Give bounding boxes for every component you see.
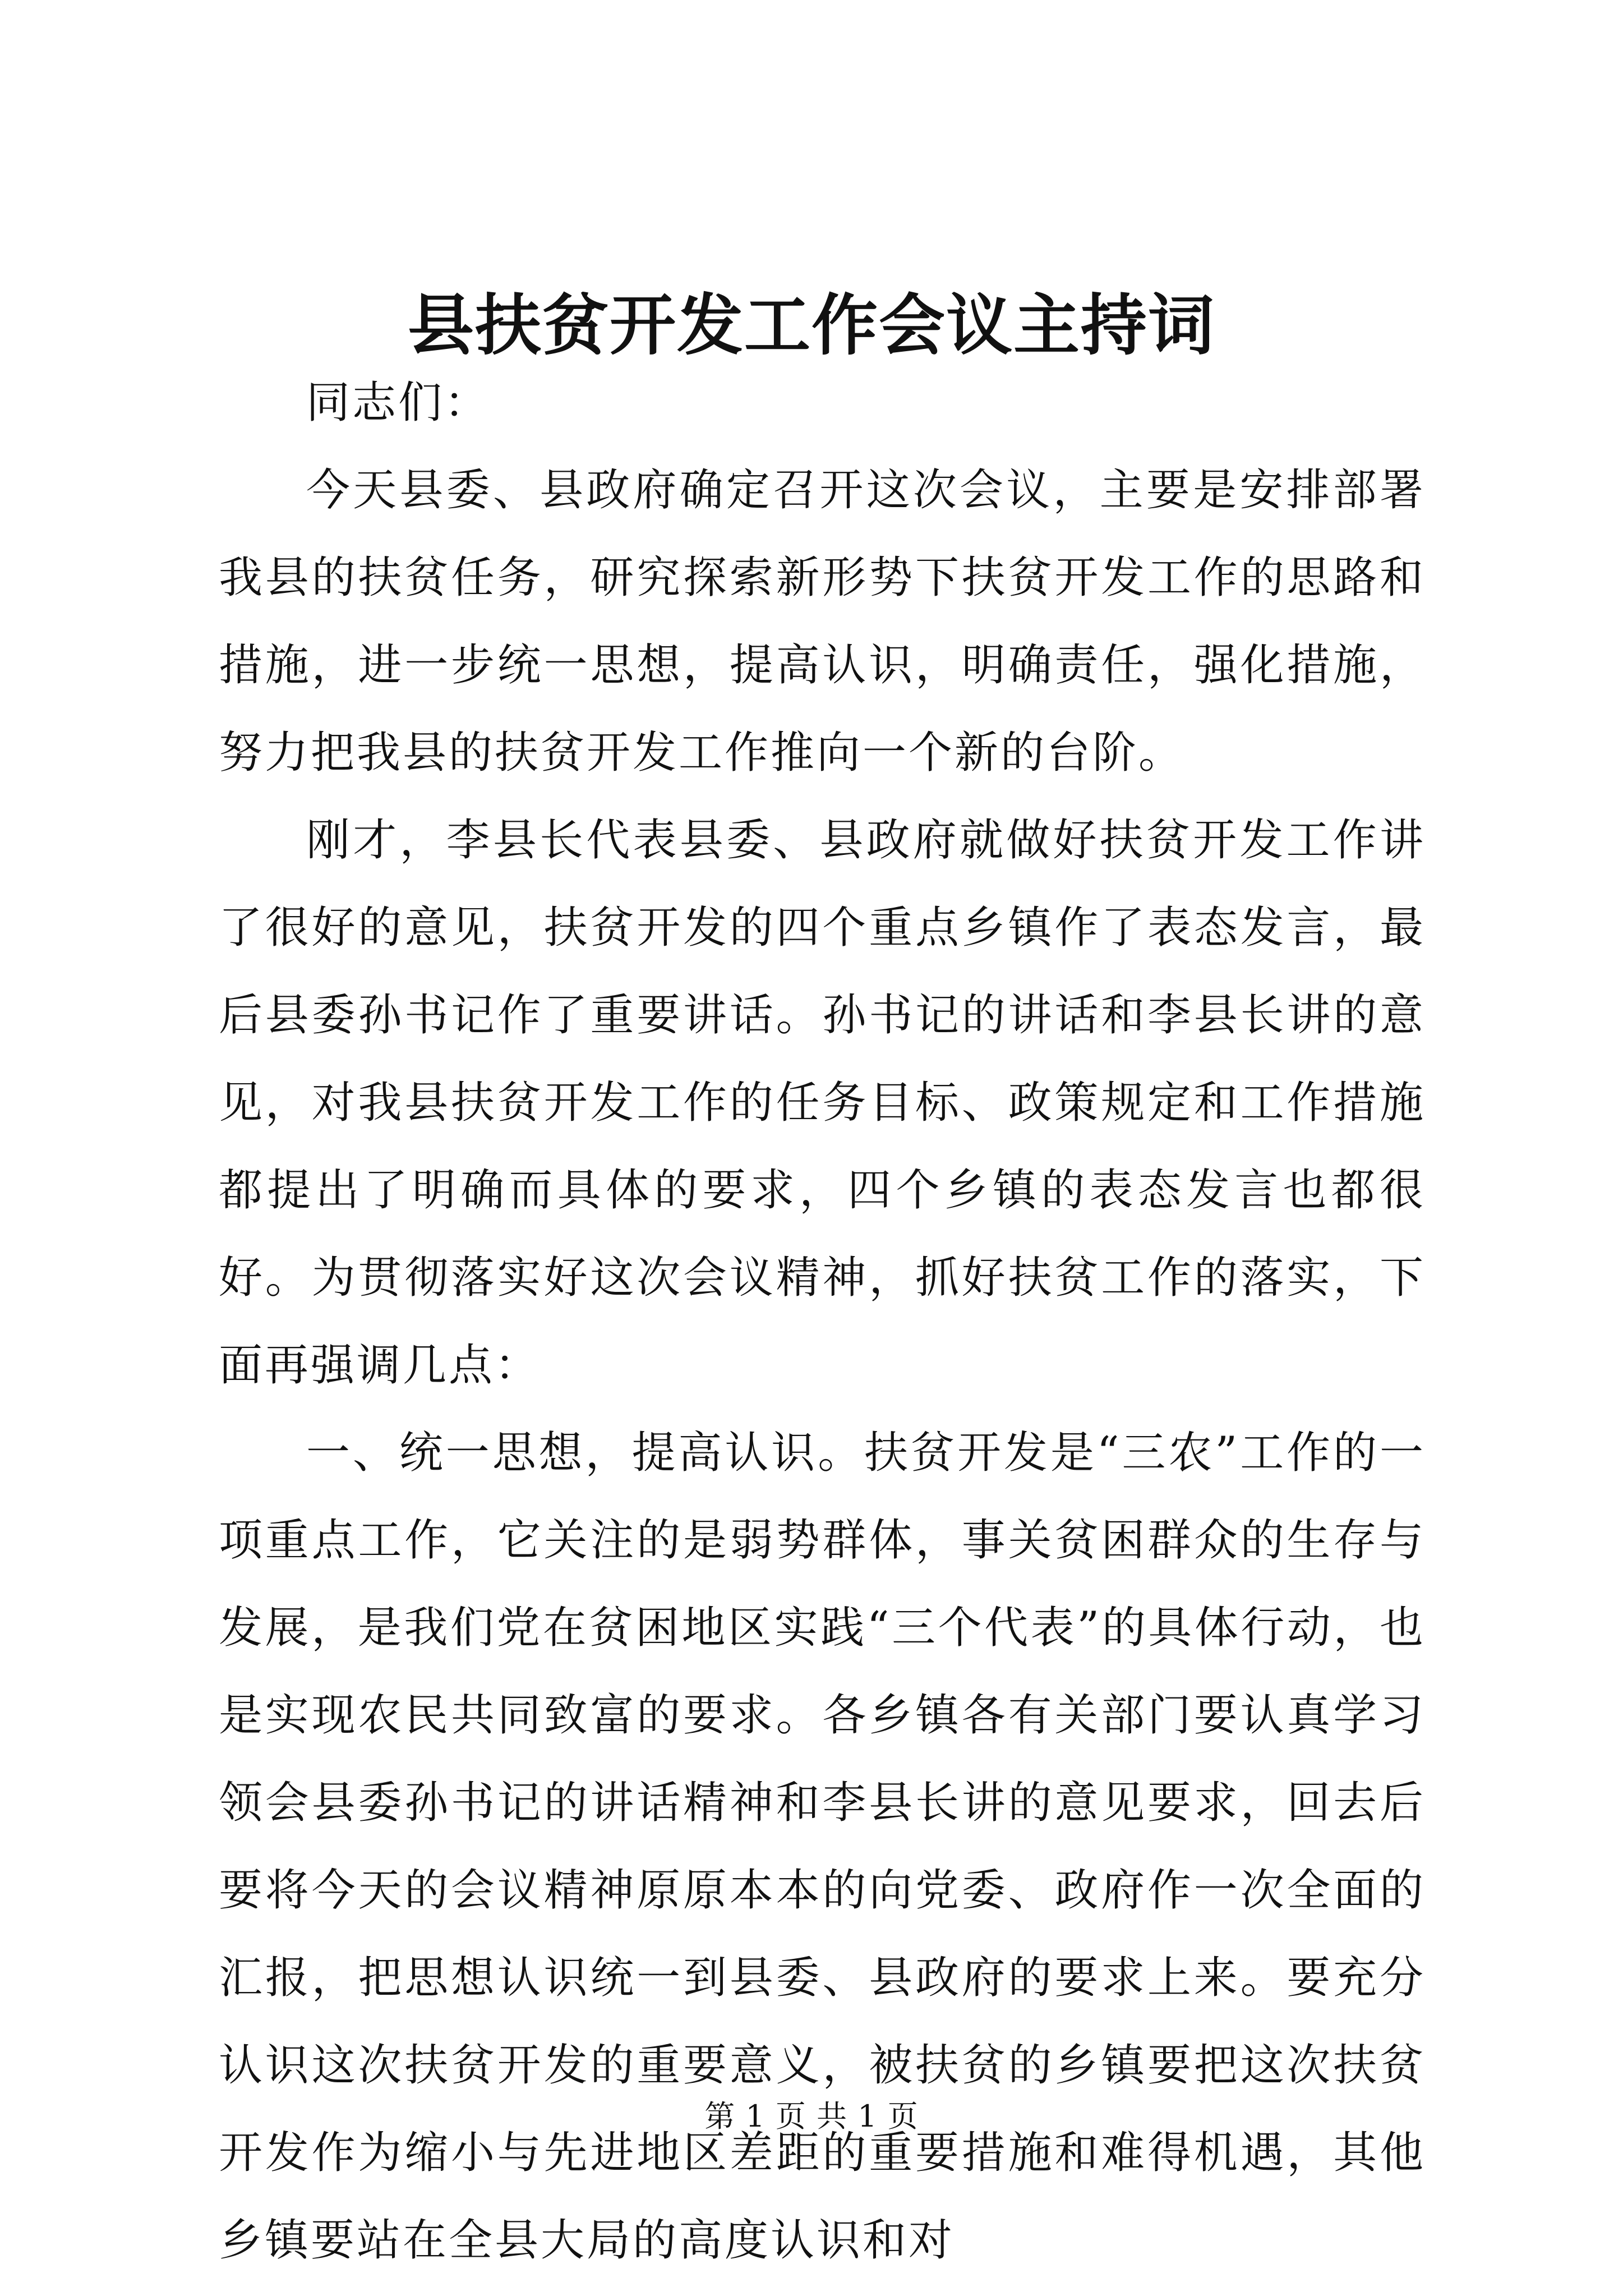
document-body	[219, 359, 1426, 2284]
page-footer: 第 1 页 共 1 页	[704, 2099, 919, 2134]
paragraph-2: 刚才，李县长代表县委、县政府就做好扶贫开发工作讲了很好的意见，扶贫开发的四个重点乡镇作了表态发言，最后县委孙书记作了重要讲话。孙书记的讲话和李县长讲的意见，对我县扶贫开发工作的任务目标、政策规定和工作措施都提出了明确而具体的要求，四个乡镇的表态发言也都很好。为贯彻落实好这次会议精神，抓好扶贫工作的落实，下面再强调几点：	[219, 815, 1426, 1391]
paragraph-1: 今天县委、县政府确定召开这次会议，主要是安排部署我县的扶贫任务，研究探索新形势下扶贫开发工作的思路和措施，进一步统一思想，提高认识，明确责任，强化措施，努力把我县的扶贫开发工作推向一个新的台阶。	[219, 465, 1426, 778]
paragraph-salutation: 同志们：	[306, 378, 491, 428]
paragraph-3: 一、统一思想，提高认识。扶贫开发是“三农”工作的一项重点工作，它关注的是弱势群体，事关贫困群众的生存与发展，是我们党在贫困地区实践“三个代表”的具体行动，也是实现农民共同致富的要求。各乡镇各有关部门要认真学习领会县委孙书记的讲话精神和李县长讲的意见要求，回去后要将今天的会议精神原原本本的向党委、政府作一次全面的汇报，把思想认识统一到县委、县政府的要求上来。要充分认识这次扶贫开发的重要意义，被扶贫的乡镇要把这次扶贫开发作为缩小与先进地区差距的重要措施和难得机遇，其他乡镇要站在全县大局的高度认识和对	[219, 1428, 1426, 2266]
document-title: 县扶贫开发工作会议主持词	[407, 286, 1215, 364]
